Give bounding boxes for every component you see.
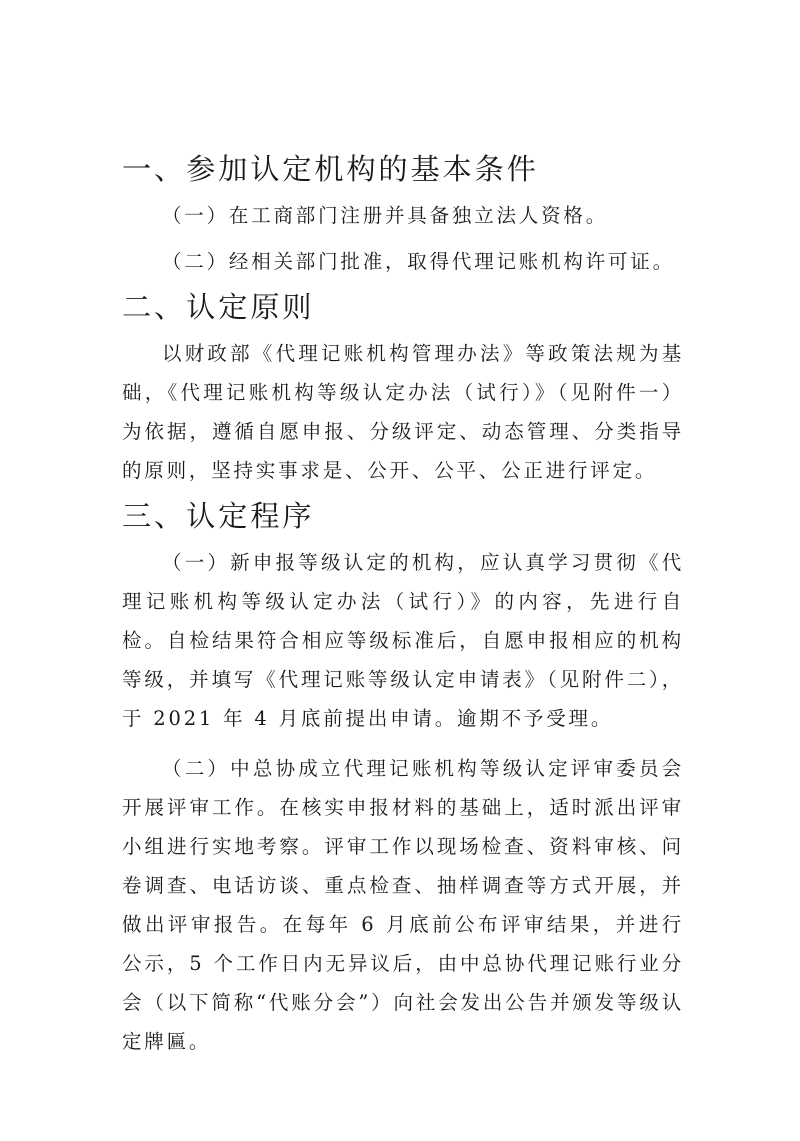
section-heading-basic-conditions: 一、参加认定机构的基本条件 [122,152,539,186]
procedure-paragraph-1: （一）新申报等级认定的机构，应认真学习贯彻《代理记账机构等级认定办法（试行）》的内容，先进行自检。自检结果符合相应等级标准后，自愿申报相应的机构等级，并填写《代理记账等级认定申请表》（见附件二），于 2021 年 4 月底前提出申请。逾期不予受理。 [122,551,684,730]
principles-paragraph: 以财政部《代理记账机构管理办法》等政策法规为基础，《代理记账机构等级认定办法（试行）》（见附件一）为依据，遵循自愿申报、分级评定、动态管理、分类指导的原则，坚持实事求是、公开、公平、公正进行评定。 [122,342,684,482]
section-heading-procedure: 三、认定程序 [122,499,315,533]
section-heading-principles: 二、认定原则 [122,290,315,324]
document-body [122,150,684,1061]
condition-item-1: （一）在工商部门注册并具备独立法人资格。 [162,204,609,227]
condition-item-2: （二）经相关部门批准，取得代理记账机构许可证。 [162,250,675,273]
procedure-paragraph-2: （二）中总协成立代理记账机构等级认定评审委员会开展评审工作。在核实申报材料的基础上，适时派出评审小组进行实地考察。评审工作以现场检查、资料审核、问卷调查、电话访谈、重点检查、抽样调查等方式开展，并做出评审报告。在每年 6 月底前公布评审结果，并进行公示，5 个工作日内无异议后，由中总协代理记账行业分会（以下简称“代账分会”）向社会发出公告并颁发等级认定牌匾。 [122,757,684,1053]
